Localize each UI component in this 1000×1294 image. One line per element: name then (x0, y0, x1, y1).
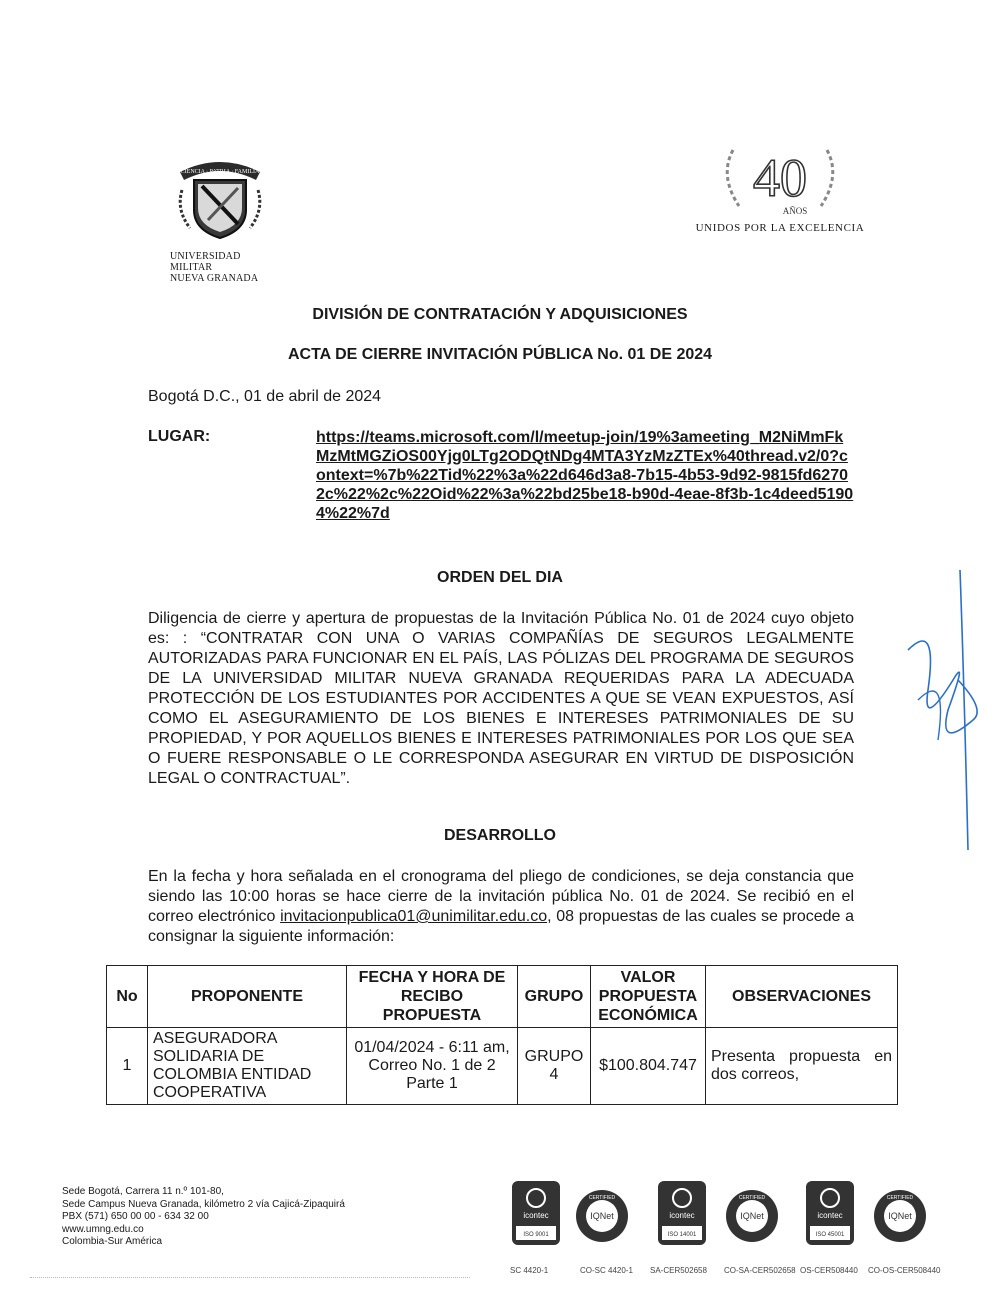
orden-text: Diligencia de cierre y apertura de propuestas de la Invitación Pública No. 01 de 2024 cuyo objeto es: : “CONTRATAR CON UNA O VARIAS COMPAÑÍAS DE SEGUROS LEGALMENTE AUTORIZADAS PARA FUNCIONAR EN EL PAÍS, LAS PÓLIZAS DEL PROGRAMA DE SEGUROS DE LA UNIVERSIDAD MILITAR NUEVA GRANADA REQUERIDAS PARA LA ADECUADA PROTECCIÓN DE LOS ESTUDIANTES POR ACCIDENTES A QUE SE VEAN EXPUESTOS, ASÍ COMO EL ASEGURAMIENTO DE LOS BIENES E INTERESES PATRIMONIALES DE SU PROPIEDAD, Y POR AQUELLOS BIENES E INTERESES PATRIMONIALES POR LOS QUE SEA O FUERE RESPONSABLE O LE CORRESPONDA ASEGURAR EN VIRTUD DE DISPOSICIÓN LEGAL O CONTRACTUAL”. (148, 610, 854, 787)
svg-text:CIENCIA · PATRIA · FAMILIA: CIENCIA · PATRIA · FAMILIA (180, 169, 260, 175)
svg-text:40: 40 (753, 148, 807, 208)
svg-text:IQNet: IQNet (590, 1211, 614, 1221)
document-date: Bogotá D.C., 01 de abril de 2024 (148, 388, 382, 405)
desarrollo-heading: DESARROLLO (444, 827, 556, 844)
motto: UNIDOS POR LA EXCELENCIA (695, 222, 865, 234)
svg-text:IQNet: IQNet (888, 1211, 912, 1221)
svg-text:ISO 14001: ISO 14001 (667, 1232, 697, 1238)
col-observaciones: OBSERVACIONES (706, 966, 898, 1028)
signature-icon (898, 560, 988, 850)
table-row (107, 1028, 898, 1105)
footer-divider (30, 1277, 470, 1278)
cert-code: SA-CER502658 (650, 1266, 707, 1275)
col-no: No (107, 966, 148, 1028)
col-grupo: GRUPO (518, 966, 591, 1028)
svg-text:icontec: icontec (523, 1211, 549, 1220)
cell-observaciones: Presenta propuesta en dos correos, (706, 1028, 898, 1105)
cell-grupo: GRUPO 4 (518, 1028, 591, 1105)
lugar-label: LUGAR: (148, 428, 211, 445)
cell-no: 1 (107, 1028, 148, 1105)
table-header-row (107, 966, 898, 1028)
icontec-iso14001-icon (652, 1180, 712, 1251)
email-link[interactable]: invitacionpublica01@unimilitar.edu.co (280, 908, 548, 925)
university-logo (160, 150, 280, 284)
cert-code: OS-CER508440 (800, 1266, 858, 1275)
footer-address: Sede Bogotá, Carrera 11 n.º 101-80, Sede Campus Nueva Granada, kilómetro 2 vía Cajicá-Zipaquirá PBX (571) 650 00 00 - 634 32 00 www.umng.edu.co Colombia-Sur América (62, 1186, 345, 1247)
iqnet-cert-icon (722, 1188, 782, 1249)
division-title: DIVISIÓN DE CONTRATACIÓN Y ADQUISICIONES (312, 306, 688, 323)
cert-code: CO-SC 4420-1 (580, 1266, 633, 1275)
orden-heading: ORDEN DEL DIA (437, 569, 563, 586)
svg-text:CERTIFIED: CERTIFIED (588, 1195, 616, 1201)
cell-fecha: 01/04/2024 - 6:11 am, Correo No. 1 de 2 Parte 1 (347, 1028, 518, 1105)
university-crest-icon (172, 150, 268, 242)
svg-text:CERTIFIED: CERTIFIED (738, 1195, 766, 1201)
svg-text:IQNet: IQNet (740, 1211, 764, 1221)
svg-text:icontec: icontec (817, 1211, 843, 1220)
document-title: ACTA DE CIERRE INVITACIÓN PÚBLICA No. 01 DE 2024 (287, 346, 713, 363)
col-fecha: FECHA Y HORA DE RECIBO PROPUESTA (347, 966, 518, 1028)
proposals-table (106, 965, 898, 1105)
iqnet-cert-icon (870, 1188, 930, 1249)
iqnet-cert-icon (572, 1188, 632, 1249)
col-valor: VALOR PROPUESTA ECONÓMICA (591, 966, 706, 1028)
svg-text:ISO 9001: ISO 9001 (523, 1232, 549, 1238)
svg-text:ISO 45001: ISO 45001 (815, 1232, 845, 1238)
cell-proponente: ASEGURADORA SOLIDARIA DE COLOMBIA ENTIDAD COOPERATIVA (148, 1028, 347, 1105)
svg-text:AÑOS: AÑOS (782, 206, 808, 216)
cert-code: SC 4420-1 (510, 1266, 549, 1275)
meeting-link[interactable]: https://teams.microsoft.com/l/meetup-join/19%3ameeting_M2NiMmFkMzMtMGZiOS00Yjg0LTg2ODQtNDg4MTA3YzMzZTEx%40thread.v2/0?context=%7b%22Tid%22%3a%22d646d3a8-7b15-4b53-9d92-9815fd62702c%22%2c%22Oid%22%3a%22bd25be18-b90d-4eae-8f3b-1c4deed51904%22%7d (316, 429, 854, 522)
cert-code: CO-SA-CER502658 (724, 1266, 796, 1275)
anniversary-logo (675, 140, 885, 234)
desarrollo-text: En la fecha y hora señalada en el cronograma del pliego de condiciones, se deja constancia que siendo las 10:00 horas se hace cierre de la invitación pública No. 01 de 2024. Se recibió en el correo electrónico invitacionpublica01@unimilitar.edu.co, 08 propuestas de las cuales se procede a consignar la siguiente información: (148, 868, 854, 945)
cert-code: CO-OS-CER508440 (868, 1266, 941, 1275)
svg-text:CERTIFIED: CERTIFIED (886, 1195, 914, 1201)
cell-valor: $100.804.747 (591, 1028, 706, 1105)
icontec-iso45001-icon (800, 1180, 860, 1251)
col-proponente: PROPONENTE (148, 966, 347, 1028)
university-name: UNIVERSIDAD MILITAR NUEVA GRANADA (170, 251, 259, 284)
certification-logos (506, 1180, 946, 1280)
icontec-iso9001-icon (506, 1180, 566, 1251)
laurel-40-icon (705, 140, 855, 220)
svg-text:icontec: icontec (669, 1211, 695, 1220)
